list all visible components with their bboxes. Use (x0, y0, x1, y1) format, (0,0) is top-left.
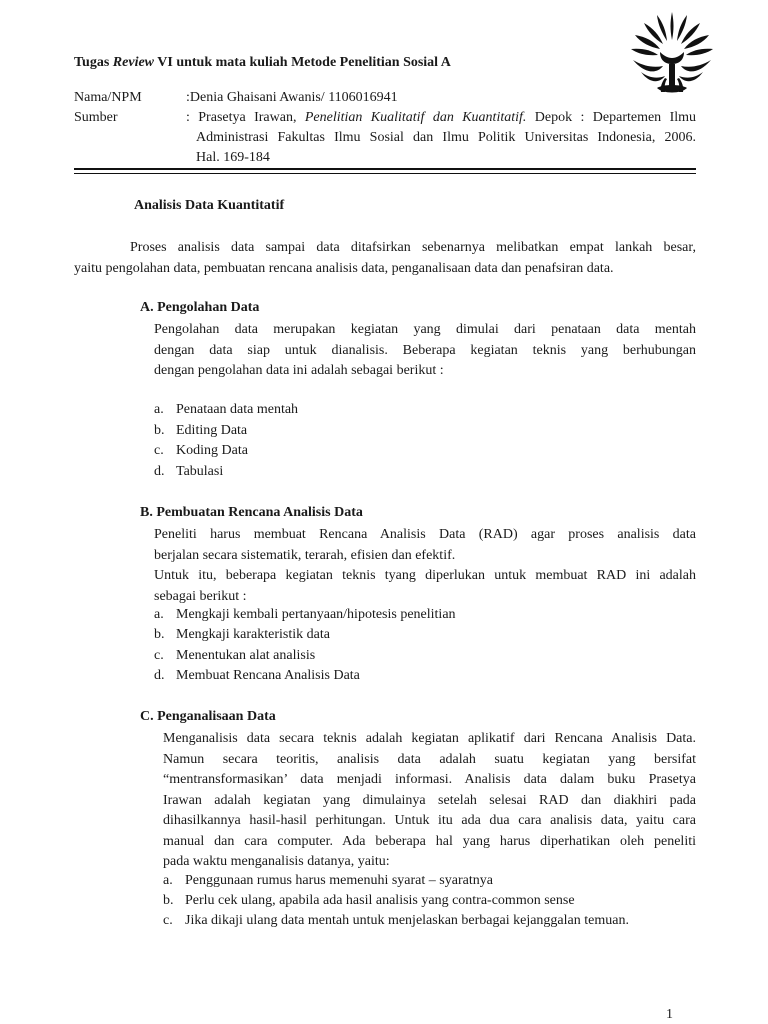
body-line: Menganalisis data secara teknis adalah kegiatan aplikatif dari Rencana Analisis Data. (163, 731, 696, 746)
header-divider-thick (74, 168, 696, 170)
body-line: pada waktu menganalisis datanya, yaitu: (163, 854, 390, 869)
nama-label: Nama/NPM (74, 90, 142, 105)
list-text: Penataan data mentah (176, 402, 299, 417)
list-text: Editing Data (176, 423, 248, 438)
intro-line: yaitu pengolahan data, pembuatan rencana analisis data, penganalisaan data dan penafsiran data. (74, 260, 614, 276)
body-line: Pengolahan data merupakan kegiatan yang dimulai dari penataan data mentah (154, 322, 696, 337)
list-text: Penggunaan rumus harus memenuhi syarat – syaratnya (185, 873, 493, 888)
list-label: b. (154, 627, 165, 642)
body-line: dengan pengolahan data ini adalah sebagai berikut : (154, 363, 444, 378)
list-text: Tabulasi (176, 464, 224, 479)
body-line: dihasilkannya hasil-hasil perhitungan. Untuk itu ada dua cara analisis data, yaitu cara (163, 813, 696, 828)
document-title (74, 55, 451, 71)
body-line: sebagai berikut : (154, 588, 247, 604)
list-item (154, 402, 298, 418)
intro-paragraph (74, 238, 696, 279)
section-b-title: B. Pembuatan Rencana Analisis Data (140, 505, 363, 520)
list-text: Mengkaji kembali pertanyaan/hipotesis penelitian (176, 607, 456, 622)
list-item (154, 627, 330, 643)
section-b-body (154, 525, 696, 607)
intro-line: Proses analisis data sampai data ditafsirkan sebenarnya melibatkan empat lankah besar, (130, 240, 696, 255)
list-item (163, 913, 629, 929)
nama-value: :Denia Ghaisani Awanis/ 1106016941 (186, 90, 398, 105)
body-line: Peneliti harus membuat Rencana Analisis Data (RAD) agar proses analisis data (154, 527, 696, 542)
list-text: Jika dikaji ulang data mentah untuk menjelaskan berbagai kejanggalan temuan. (185, 913, 629, 928)
university-logo (627, 8, 717, 100)
sumber-line3: Hal. 169-184 (196, 150, 270, 165)
list-label: a. (154, 402, 164, 417)
title-italic: Review (112, 55, 155, 70)
list-item (154, 464, 223, 480)
header-divider-thin (74, 173, 696, 174)
sumber-publisher: Depok : Departemen Ilmu (526, 110, 697, 125)
list-item (154, 443, 248, 459)
section-a-title: A. Pengolahan Data (140, 300, 260, 315)
sumber-line1 (186, 110, 696, 126)
section-heading: Analisis Data Kuantitatif (134, 198, 285, 213)
list-label: c. (154, 648, 164, 663)
sumber-book-title: Penelitian Kualitatif dan Kuantitatif. (304, 110, 527, 125)
list-label: b. (154, 423, 165, 438)
list-item (154, 423, 247, 439)
body-line: “mentransformasikan’ data menjadi informasi. Analisis data dalam buku Prasetya (163, 772, 696, 787)
list-text: Menentukan alat analisis (176, 648, 316, 663)
body-line: Namun secara teoritis, analisis data adalah suatu kegiatan yang bersifat (163, 751, 696, 767)
list-item (163, 893, 575, 909)
sumber-label: Sumber (74, 110, 118, 125)
body-line: Irawan adalah kegiatan yang dimulainya setelah selesai RAD dan diakhiri pada (163, 792, 696, 808)
page-number: 1 (666, 1007, 673, 1022)
list-label: a. (154, 607, 164, 622)
body-line: berjalan secara sistematik, terarah, efisien dan efektif. (154, 547, 456, 563)
body-line: Untuk itu, beberapa kegiatan teknis tyang diperlukan untuk membuat RAD ini adalah (154, 568, 696, 583)
list-label: b. (163, 893, 174, 908)
list-label: d. (154, 668, 165, 683)
list-text: Mengkaji karakteristik data (176, 627, 330, 642)
list-text: Koding Data (176, 443, 248, 458)
section-a-body (154, 320, 696, 382)
list-item (163, 873, 493, 889)
sumber-author: : Prasetya Irawan, (186, 110, 305, 125)
list-item (154, 668, 360, 684)
section-c-body (163, 729, 696, 873)
section-c-title: C. Penganalisaan Data (140, 709, 276, 724)
list-item (154, 607, 456, 623)
list-label: a. (163, 873, 173, 888)
list-item (154, 648, 315, 664)
title-prefix: Tugas (74, 55, 113, 70)
body-line: manual dan cara computer. Ada beberapa hal yang harus diperhatikan oleh peneliti (163, 833, 696, 849)
sumber-line2: Administrasi Fakultas Ilmu Sosial dan Ilmu Politik Universitas Indonesia, 2006. (196, 130, 696, 145)
body-line: dengan data siap untuk dianalisis. Beberapa kegiatan teknis yang berhubungan (154, 342, 696, 358)
list-text: Perlu cek ulang, apabila ada hasil analisis yang contra-common sense (185, 893, 575, 908)
list-label: c. (154, 443, 164, 458)
title-suffix: VI untuk mata kuliah Metode Penelitian Sosial A (154, 55, 451, 70)
list-text: Membuat Rencana Analisis Data (176, 668, 360, 683)
list-label: c. (163, 913, 173, 928)
list-label: d. (154, 464, 165, 479)
